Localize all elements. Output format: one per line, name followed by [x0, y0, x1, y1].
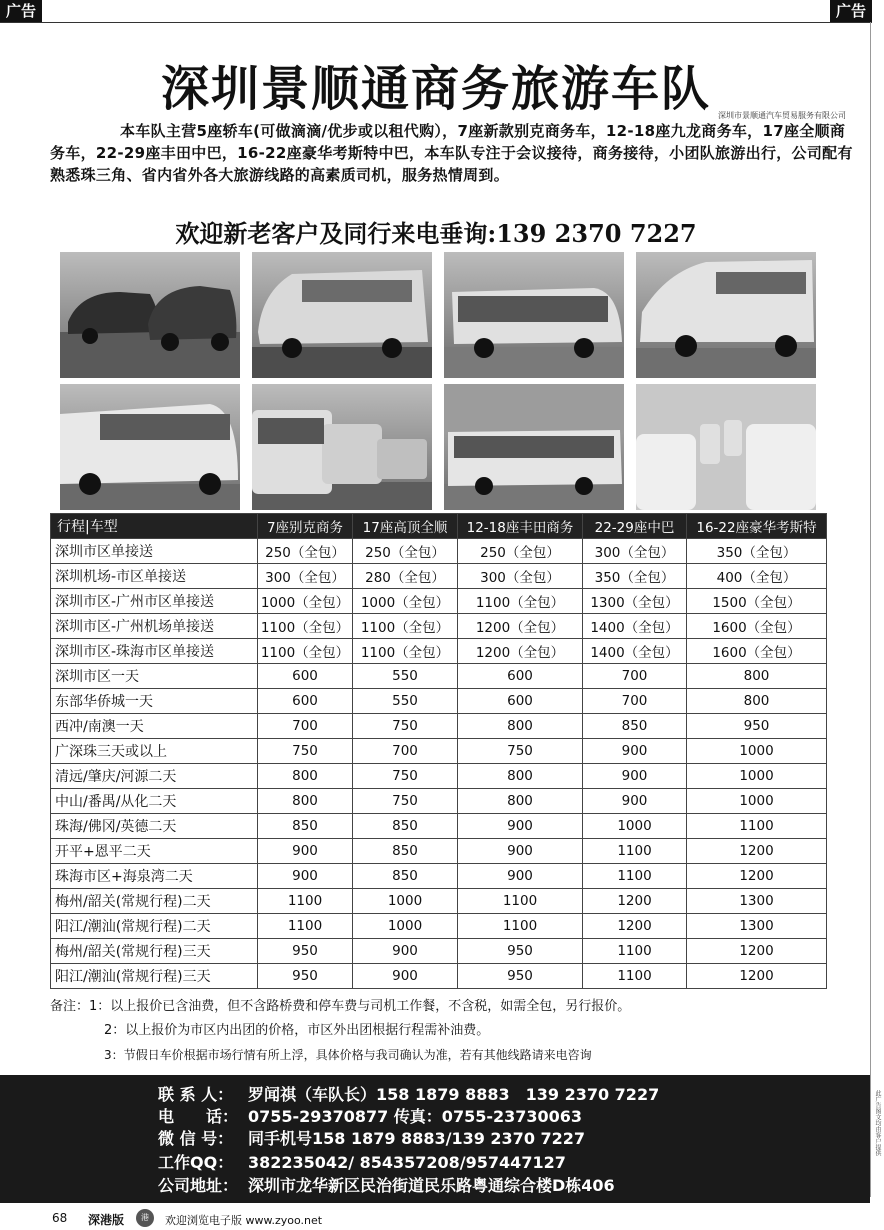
price-cell: 280（全包）	[353, 564, 458, 589]
table-row	[51, 639, 827, 664]
price-cell: 1200（全包）	[458, 614, 583, 639]
price-cell: 1000（全包）	[353, 589, 458, 614]
page-number: 68	[52, 1211, 68, 1225]
price-cell: 850	[353, 814, 458, 839]
price-cell: 1000	[687, 739, 827, 764]
ad-label-right: 广告	[830, 0, 872, 22]
table-row	[51, 839, 827, 864]
photo-bus-interior	[636, 384, 816, 510]
price-table	[50, 513, 827, 989]
route-cell: 阳江/潮汕(常规行程)三天	[51, 964, 258, 989]
route-cell: 清远/肇庆/河源二天	[51, 764, 258, 789]
price-cell: 1100	[583, 839, 687, 864]
route-cell: 中山/番禺/从化二天	[51, 789, 258, 814]
price-cell: 1400（全包）	[583, 614, 687, 639]
table-row	[51, 539, 827, 564]
price-cell: 600	[258, 689, 353, 714]
price-cell: 350（全包）	[687, 539, 827, 564]
table-row	[51, 889, 827, 914]
price-cell: 950	[258, 964, 353, 989]
table-header-row	[51, 514, 827, 539]
price-cell: 900	[583, 789, 687, 814]
price-cell: 1600（全包）	[687, 639, 827, 664]
price-cell: 800	[258, 789, 353, 814]
price-cell: 850	[353, 839, 458, 864]
price-cell: 350（全包）	[583, 564, 687, 589]
price-cell: 1200	[687, 939, 827, 964]
price-cell: 1400（全包）	[583, 639, 687, 664]
price-cell: 700	[353, 739, 458, 764]
intro-paragraph: 本车队主营5座轿车(可做滴滴/优步或以租代购），7座新款别克商务车，12-18座九龙商务车，17座全顺商务车，22-29座丰田中巴，16-22座豪华考斯特中巴，本车队专注于会议接待，商务接待，小团队旅游出行，公司配有熟悉珠三角、省内省外各大旅游线路的高素质司机，服务热情周到。	[50, 122, 853, 184]
price-cell: 550	[353, 689, 458, 714]
contact-qq-value: 382235042/ 854357208/957447127	[248, 1153, 566, 1172]
price-cell: 1200	[687, 839, 827, 864]
route-cell: 深圳市区-广州市区单接送	[51, 589, 258, 614]
price-cell: 1100	[583, 964, 687, 989]
price-cell: 1200	[583, 914, 687, 939]
price-cell: 1100	[687, 814, 827, 839]
price-cell: 850	[353, 864, 458, 889]
note-2: 2：以上报价为市区内出团的价格，市区外出团根据行程需补油费。	[104, 1023, 490, 1038]
price-cell: 600	[258, 664, 353, 689]
header-vehicle-2: 17座高顶全顺	[353, 514, 458, 539]
edition-label: 深港版	[88, 1213, 125, 1227]
route-cell: 广深珠三天或以上	[51, 739, 258, 764]
price-cell: 1100（全包）	[458, 589, 583, 614]
price-cell: 1300（全包）	[583, 589, 687, 614]
price-cell: 1200	[583, 889, 687, 914]
price-table-body	[51, 539, 827, 989]
price-cell: 800	[458, 714, 583, 739]
table-row	[51, 914, 827, 939]
price-cell: 1600（全包）	[687, 614, 827, 639]
price-cell: 1000（全包）	[258, 589, 353, 614]
contact-address-label: 公司地址：	[158, 1176, 239, 1195]
header-vehicle-4: 22-29座中巴	[583, 514, 687, 539]
price-cell: 1100	[583, 864, 687, 889]
table-row	[51, 939, 827, 964]
contact-phone-label: 电 话：	[158, 1107, 239, 1126]
price-cell: 1100	[258, 889, 353, 914]
price-cell: 1100（全包）	[353, 614, 458, 639]
table-row	[51, 614, 827, 639]
table-row	[51, 864, 827, 889]
price-cell: 900	[583, 764, 687, 789]
notes-section	[50, 995, 830, 1067]
contact-address-value: 深圳市龙华新区民治街道民乐路粤通综合楼D栋406	[248, 1176, 615, 1195]
price-cell: 600	[458, 664, 583, 689]
price-cell: 750	[353, 764, 458, 789]
price-cell: 1200（全包）	[458, 639, 583, 664]
table-row	[51, 689, 827, 714]
table-row	[51, 739, 827, 764]
table-row	[51, 764, 827, 789]
price-cell: 250（全包）	[353, 539, 458, 564]
price-cell: 1200	[687, 864, 827, 889]
table-row	[51, 964, 827, 989]
price-cell: 800	[458, 789, 583, 814]
price-cell: 1200	[687, 964, 827, 989]
header-route-vehicle: 行程|车型	[51, 514, 258, 539]
route-cell: 深圳机场-市区单接送	[51, 564, 258, 589]
price-cell: 1100	[458, 889, 583, 914]
price-cell: 850	[258, 814, 353, 839]
contact-phone-row	[158, 1106, 582, 1128]
route-cell: 梅州/韶关(常规行程)二天	[51, 889, 258, 914]
price-cell: 950	[458, 939, 583, 964]
route-cell: 珠海/佛冈/英德二天	[51, 814, 258, 839]
price-cell: 550	[353, 664, 458, 689]
price-cell: 900	[458, 839, 583, 864]
price-cell: 1000	[353, 914, 458, 939]
price-cell: 800	[258, 764, 353, 789]
vehicle-photo-grid	[60, 250, 820, 512]
price-cell: 750	[458, 739, 583, 764]
price-cell: 900	[458, 864, 583, 889]
header-vehicle-5: 16-22座豪华考斯特	[687, 514, 827, 539]
price-cell: 750	[353, 789, 458, 814]
publication-logo-icon: 港	[136, 1209, 154, 1227]
price-cell: 850	[583, 714, 687, 739]
price-cell: 900	[258, 864, 353, 889]
price-cell: 250（全包）	[258, 539, 353, 564]
price-cell: 800	[687, 664, 827, 689]
price-cell: 1300	[687, 889, 827, 914]
price-cell: 300（全包）	[258, 564, 353, 589]
table-row	[51, 589, 827, 614]
price-cell: 900	[258, 839, 353, 864]
contact-wechat-value: 同手机号158 1879 8883/139 2370 7227	[248, 1129, 586, 1148]
route-cell: 开平+恩平二天	[51, 839, 258, 864]
table-row	[51, 714, 827, 739]
contact-wechat-row	[158, 1128, 585, 1150]
price-cell: 400（全包）	[687, 564, 827, 589]
price-cell: 1100（全包）	[258, 639, 353, 664]
page-footer	[0, 1209, 870, 1229]
price-cell: 700	[258, 714, 353, 739]
route-cell: 阳江/潮汕(常规行程)二天	[51, 914, 258, 939]
price-cell: 950	[687, 714, 827, 739]
table-row	[51, 664, 827, 689]
price-cell: 700	[583, 664, 687, 689]
price-cell: 800	[458, 764, 583, 789]
price-table-wrap	[50, 513, 826, 989]
price-cell: 300（全包）	[458, 564, 583, 589]
contact-panel	[0, 1075, 870, 1203]
price-cell: 250（全包）	[458, 539, 583, 564]
price-cell: 900	[458, 814, 583, 839]
contact-qq-label: 工作QQ：	[158, 1153, 234, 1172]
contact-qq-row	[158, 1152, 566, 1174]
table-row	[51, 814, 827, 839]
price-cell: 1000	[687, 789, 827, 814]
price-cell: 1100（全包）	[353, 639, 458, 664]
price-cell: 1500（全包）	[687, 589, 827, 614]
note-1: 备注：1：以上报价已含油费，但不含路桥费和停车费与司机工作餐，不含税，如需全包，另行报价。	[50, 999, 631, 1014]
price-cell: 1000	[583, 814, 687, 839]
price-cell: 1100	[458, 914, 583, 939]
contact-phone-value: 0755-29370877 传真：0755-23730063	[248, 1107, 583, 1126]
welcome-hotline: 欢迎新老客户及同行来电垂询:139 2370 7227	[175, 219, 697, 248]
header-vehicle-1: 7座别克商务	[258, 514, 353, 539]
price-cell: 1300	[687, 914, 827, 939]
photo-hiace-van	[252, 252, 432, 378]
route-cell: 深圳市区单接送	[51, 539, 258, 564]
route-cell: 梅州/韶关(常规行程)三天	[51, 939, 258, 964]
route-cell: 深圳市区一天	[51, 664, 258, 689]
contact-person-row	[158, 1084, 659, 1106]
route-cell: 珠海市区+海泉湾二天	[51, 864, 258, 889]
price-cell: 1100	[258, 914, 353, 939]
contact-wechat-label: 微 信 号：	[158, 1129, 234, 1148]
price-cell: 1100	[583, 939, 687, 964]
price-cell: 900	[353, 964, 458, 989]
photo-bus-fleet	[252, 384, 432, 510]
price-cell: 300（全包）	[583, 539, 687, 564]
price-cell: 1000	[687, 764, 827, 789]
price-cell: 900	[353, 939, 458, 964]
contact-person-label: 联 系 人：	[158, 1085, 234, 1104]
price-cell: 1100（全包）	[258, 614, 353, 639]
table-row	[51, 564, 827, 589]
route-cell: 深圳市区-广州机场单接送	[51, 614, 258, 639]
price-cell: 800	[687, 689, 827, 714]
header-vehicle-3: 12-18座丰田商务	[458, 514, 583, 539]
photo-bus-building	[444, 384, 624, 510]
company-name-small: 深圳市景顺通汽车贸易服务有限公司	[718, 111, 846, 120]
ad-label-left: 广告	[0, 0, 42, 22]
photo-coaster-side	[60, 384, 240, 510]
side-disclaimer: 此广告图文均由客户提供	[874, 1090, 881, 1156]
price-cell: 600	[458, 689, 583, 714]
price-cell: 950	[258, 939, 353, 964]
route-cell: 东部华侨城一天	[51, 689, 258, 714]
price-cell: 950	[458, 964, 583, 989]
price-cell: 1000	[353, 889, 458, 914]
route-cell: 西冲/南澳一天	[51, 714, 258, 739]
photo-transit-van	[636, 252, 816, 378]
contact-address-row	[158, 1175, 615, 1197]
table-row	[51, 789, 827, 814]
price-cell: 750	[258, 739, 353, 764]
price-cell: 700	[583, 689, 687, 714]
contact-person-value: 罗闻祺（车队长）158 1879 8883 139 2370 7227	[248, 1085, 660, 1104]
price-cell: 750	[353, 714, 458, 739]
photo-coaster-bus	[444, 252, 624, 378]
route-cell: 深圳市区-珠海市区单接送	[51, 639, 258, 664]
note-3: 3：节假日车价根据市场行情有所上浮，具体价格与我司确认为准，若有其他线路请来电咨询	[104, 1048, 592, 1062]
page-title: 深圳景顺通商务旅游车队	[160, 61, 711, 117]
website-text: 欢迎浏览电子版 www.zyoo.net	[165, 1214, 323, 1227]
photo-buick-cars	[60, 252, 240, 378]
price-cell: 900	[583, 739, 687, 764]
